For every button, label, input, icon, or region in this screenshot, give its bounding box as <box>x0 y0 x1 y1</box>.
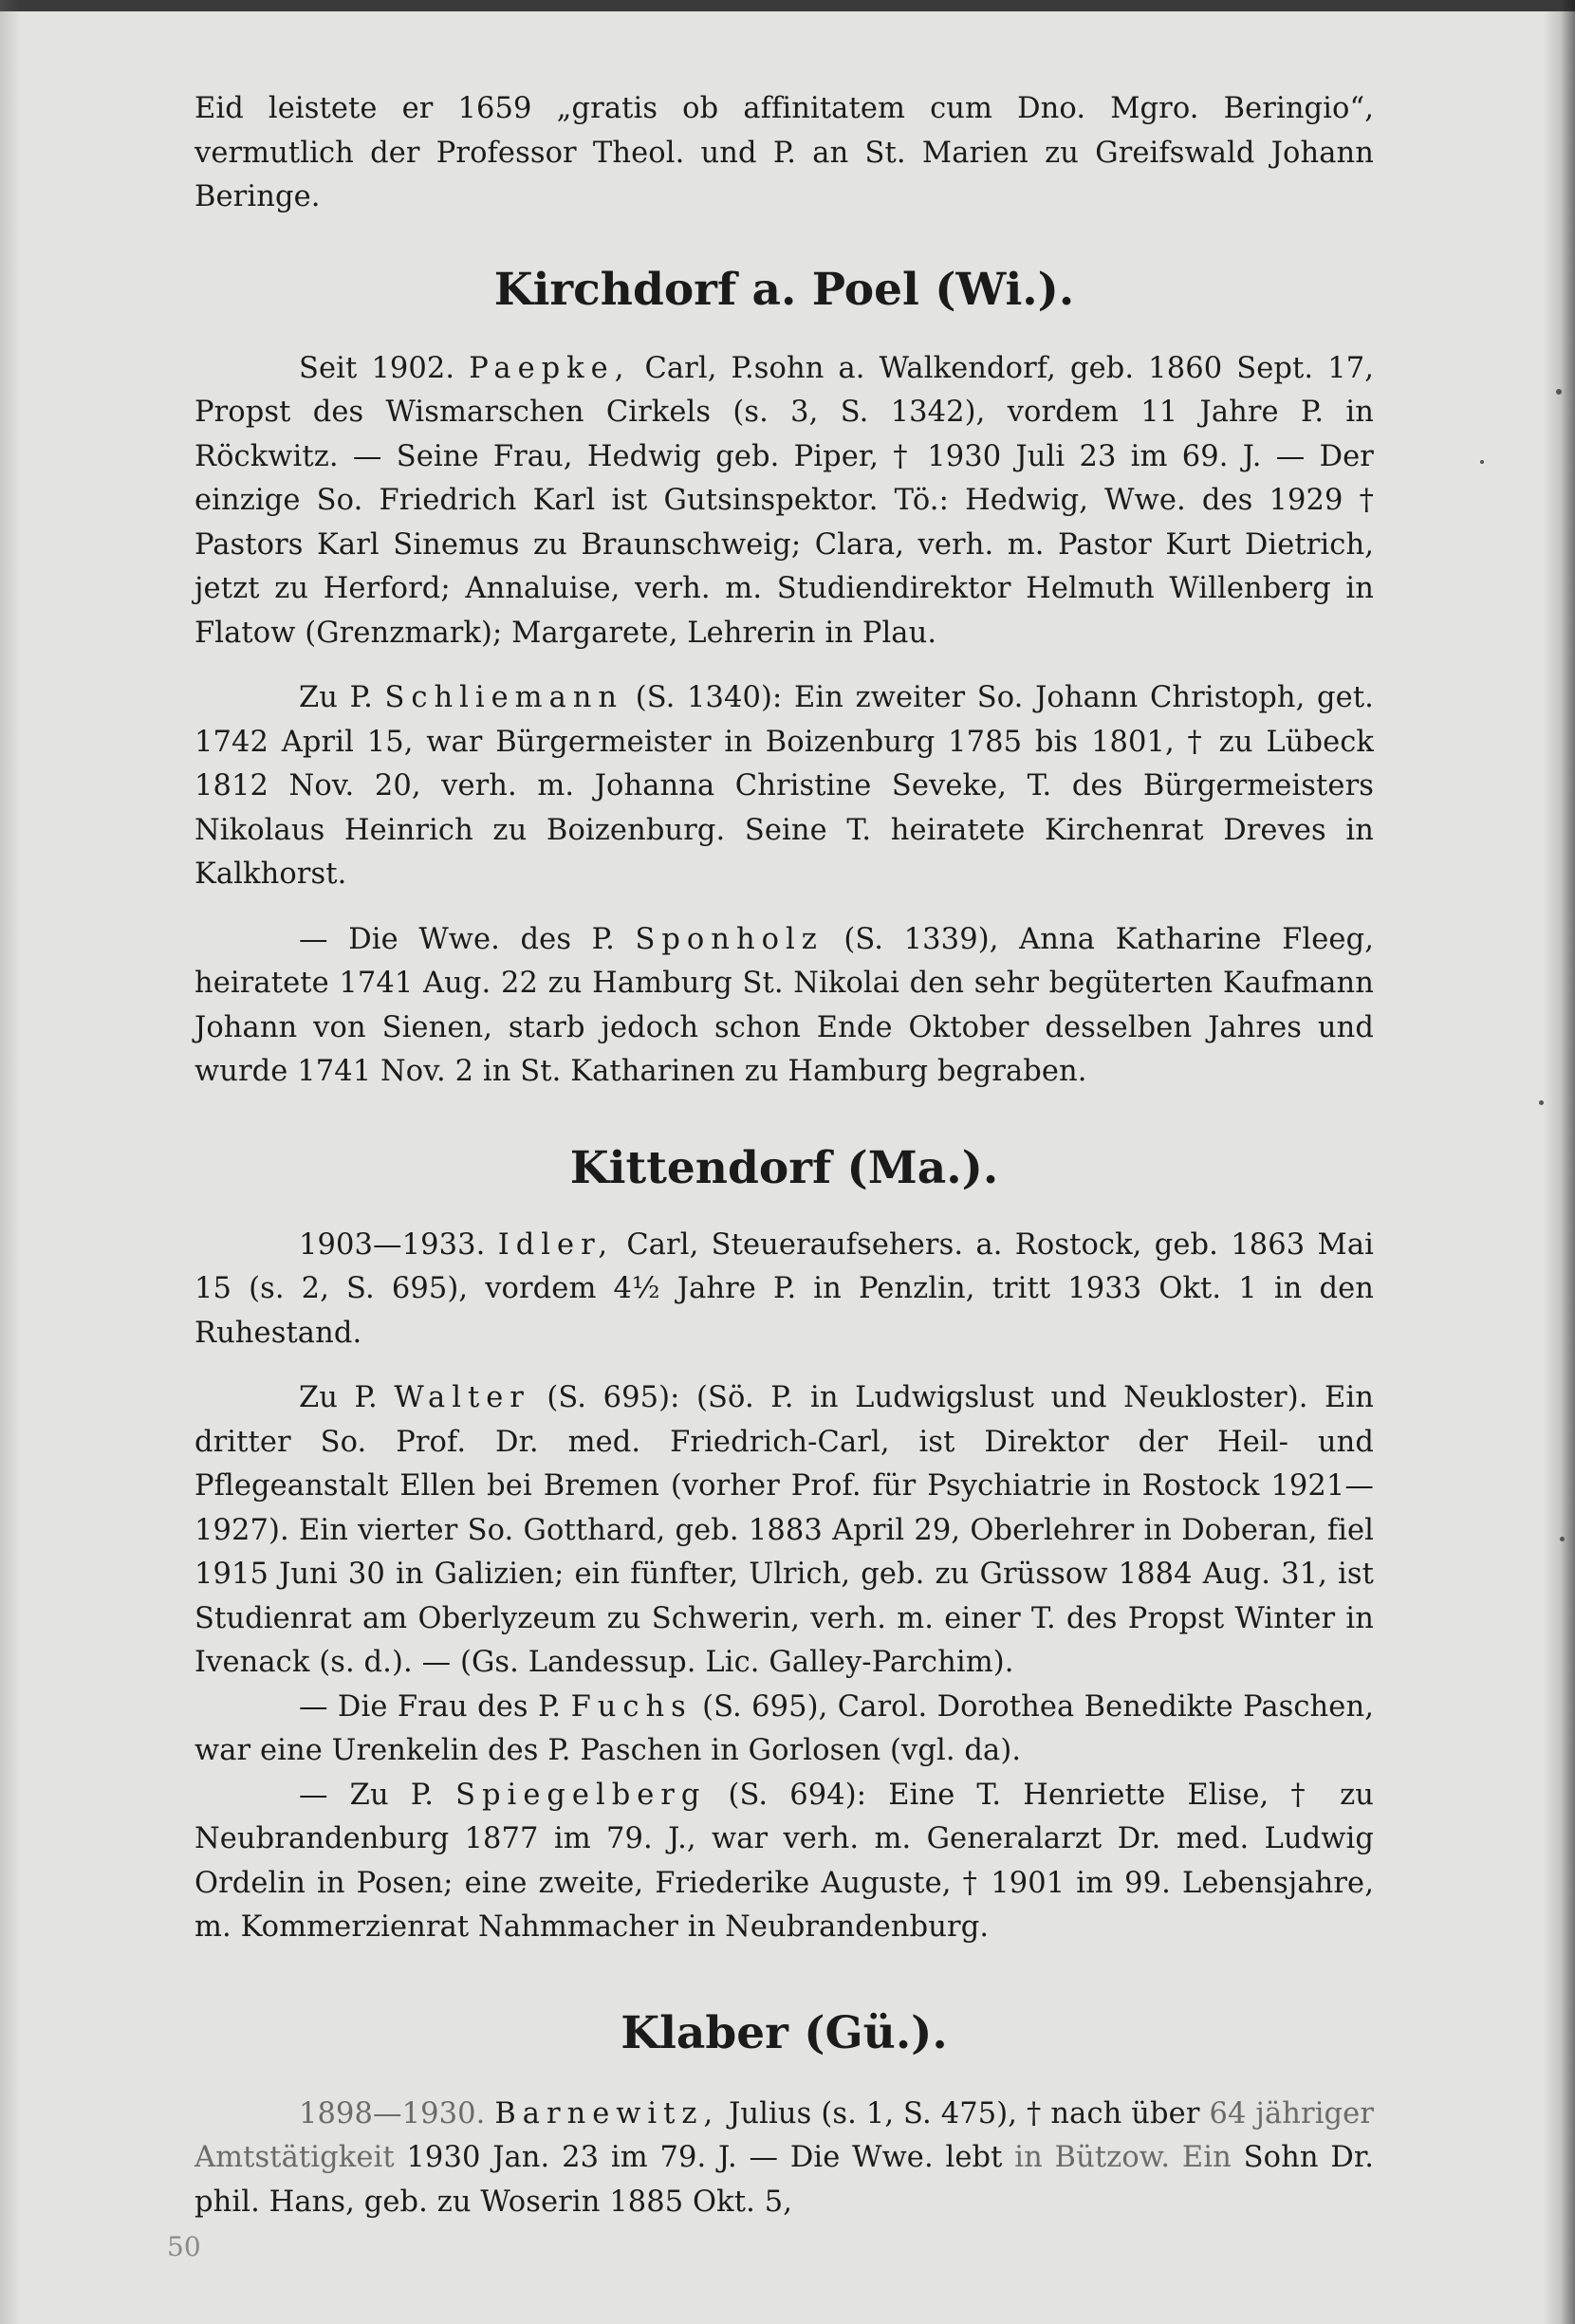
scan-speck <box>1539 1100 1544 1105</box>
pastor-name-paepke: Paepke, <box>469 351 631 385</box>
klaber-paragraph-1 <box>195 2093 1374 2225</box>
kirchdorf-paragraph-2 <box>195 676 1374 897</box>
intro-line-3: Johann Beringe. <box>195 136 1374 213</box>
kittendorf-paragraph-3 <box>195 1686 1374 1774</box>
pastor-name-fuchs: Fuchs <box>570 1689 693 1724</box>
scan-left-shadow <box>0 0 21 2324</box>
klaber-p1-line2: 1930 Jan. 23 im 79. J. — Die Wwe. lebt <box>394 2141 1003 2174</box>
pastor-name-spiegelberg: Spiegelberg <box>455 1778 707 1812</box>
kittendorf-paragraph-2 <box>195 1376 1374 1686</box>
intro-line-2: vermutlich der Professor Theol. und P. an St. Marien zu Greifswald <box>195 136 1255 170</box>
kirchdorf-paragraph-3 <box>195 918 1374 1095</box>
klaber-p1-line3-faint: in Bützow. Ein <box>1014 2141 1232 2174</box>
pastor-name-walter: Walter <box>394 1381 530 1414</box>
page-number: 50 <box>167 2231 201 2262</box>
pastor-name-barnewitz: Barnewitz, <box>494 2096 720 2130</box>
scan-binding-shadow <box>1543 0 1575 2324</box>
heading-kirchdorf: Kirchdorf a. Poel (Wi.). <box>493 263 1075 316</box>
kittendorf-p4-body: (S. 694): Eine T. Henriette Elise, † zu Neubrandenburg 1877 im 79. J., war verh. m. Generalarzt Dr. med. Ludwig Ordelin in Posen; eine zweite, Friederike Auguste, † 1901 im 99. Lebensjahre, m. Kommerzienrat Nahmmacher in Neubrandenburg. <box>195 1778 1374 1944</box>
intro-line-1: Eid leistete er 1659 „gratis ob affinitatem cum Dno. Mgro. Beringio“, <box>195 92 1374 125</box>
kittendorf-p4-lead: — Zu P. <box>299 1778 456 1812</box>
kittendorf-p3-lead: — Die Frau des P. <box>299 1689 571 1724</box>
pastor-name-idler: Idler, <box>497 1227 615 1262</box>
kirchdorf-p1-body: Carl, P.sohn a. Walkendorf, geb. 1860 Sept. 17, Propst des Wismarschen Cirkels (s. 3, S. 1342), vordem 11 Jahre P. in Röckwitz. — Seine Frau, Hedwig geb. Piper, † 1930 Juli 23 im 69. J. — Der einzige So. Friedrich Karl ist Gutsinspektor. Tö.: Hedwig, Wwe. des 1929 † Pastors Karl Sinemus zu Braunschweig; Clara, verh. m. Pastor Kurt Dietrich, jetzt zu Herford; Annaluise, verh. m. Studiendirektor Helmuth Willenberg in Flatow (Grenzmark); Margarete, Lehrerin in Plau. <box>195 351 1375 650</box>
kittendorf-p1-body: Carl, Steueraufsehers. a. Rostock, geb. 1863 Mai 15 (s. 2, S. 695), vordem 4½ Jahre P. in Penzlin, tritt 1933 Okt. 1 in den Ruhestand. <box>195 1227 1374 1350</box>
heading-klaber: Klaber (Gü.). <box>621 2006 948 2059</box>
kittendorf-p1-lead: 1903—1933. <box>299 1227 498 1262</box>
kittendorf-paragraph-1 <box>195 1224 1374 1356</box>
kirchdorf-p1-lead: Seit 1902. <box>299 351 470 385</box>
scan-speck <box>1556 389 1562 395</box>
intro-paragraph <box>195 87 1374 220</box>
klaber-p1-line3: Sohn Dr. phil. Hans, geb. zu Woserin 1885 Okt. 5, <box>195 2141 1374 2219</box>
kirchdorf-paragraph-1 <box>195 347 1374 656</box>
kirchdorf-p3-body: (S. 1339), Anna Katharine Fleeg, heiratete 1741 Aug. 22 zu Hamburg St. Nikolai den sehr begüterten Kaufmann Johann von Sienen, starb jedoch schon Ende Oktober desselben Jahres und wurde 1741 Nov. 2 in St. Katharinen zu Hamburg begraben. <box>195 922 1374 1088</box>
pastor-name-schliemann: Schliemann <box>384 681 624 714</box>
kirchdorf-p2-body: (S. 1340): Ein zweiter So. Johann Christoph, get. 1742 April 15, war Bürgermeister in Boizenburg 1785 bis 1801, † zu Lübeck 1812 Nov. 20, verh. m. Johanna Christine Seveke, T. des Bürgermeisters Nikolaus Heinrich zu Boizenburg. Seine T. heiratete Kirchenrat Dreves in Kalkhorst. <box>195 681 1374 891</box>
klaber-p1-line2-faint: 64 jähriger Amtstätigkeit <box>195 2096 1374 2174</box>
kittendorf-p3-body: (S. 695), Carol. Dorothea Benedikte Paschen, war eine Urenkelin des P. Paschen in Gorlosen (vgl. da). <box>195 1689 1374 1767</box>
scan-top-border <box>0 0 1575 11</box>
kirchdorf-p2-lead: Zu P. <box>299 681 385 714</box>
kirchdorf-p3-lead: — Die Wwe. des P. <box>299 922 636 956</box>
kittendorf-p2-body: (S. 695): (Sö. P. in Ludwigslust und Neukloster). Ein dritter So. Prof. Dr. med. Friedrich-Carl, ist Direktor der Heil- und Pflegeanstalt Ellen bei Bremen (vorher Prof. für Psychiatrie in Rostock 1921—1927). Ein vierter So. Gotthard, geb. 1883 April 29, Oberlehrer in Doberan, fiel 1915 Juni 30 in Galizien; ein fünfter, Ulrich, geb. zu Grüssow 1884 Aug. 31, ist Studienrat am Oberlyzeum zu Schwerin, verh. m. einer T. des Propst Winter in Ivenack (s. d.). — (Gs. Landessup. Lic. Galley-Parchim). <box>195 1381 1374 1679</box>
klaber-p1-lead: 1898—1930. <box>299 2096 495 2130</box>
heading-kittendorf: Kittendorf (Ma.). <box>569 1141 999 1194</box>
kittendorf-p2-lead: Zu P. <box>299 1381 395 1414</box>
kittendorf-paragraph-4 <box>195 1774 1374 1950</box>
scan-speck <box>1480 460 1484 464</box>
pastor-name-sponholz: Sponholz <box>635 922 824 956</box>
scan-speck <box>1560 1537 1565 1541</box>
klaber-p1-body: Julius (s. 1, S. 475), † nach über <box>719 2096 1200 2130</box>
book-page <box>195 87 1374 2224</box>
